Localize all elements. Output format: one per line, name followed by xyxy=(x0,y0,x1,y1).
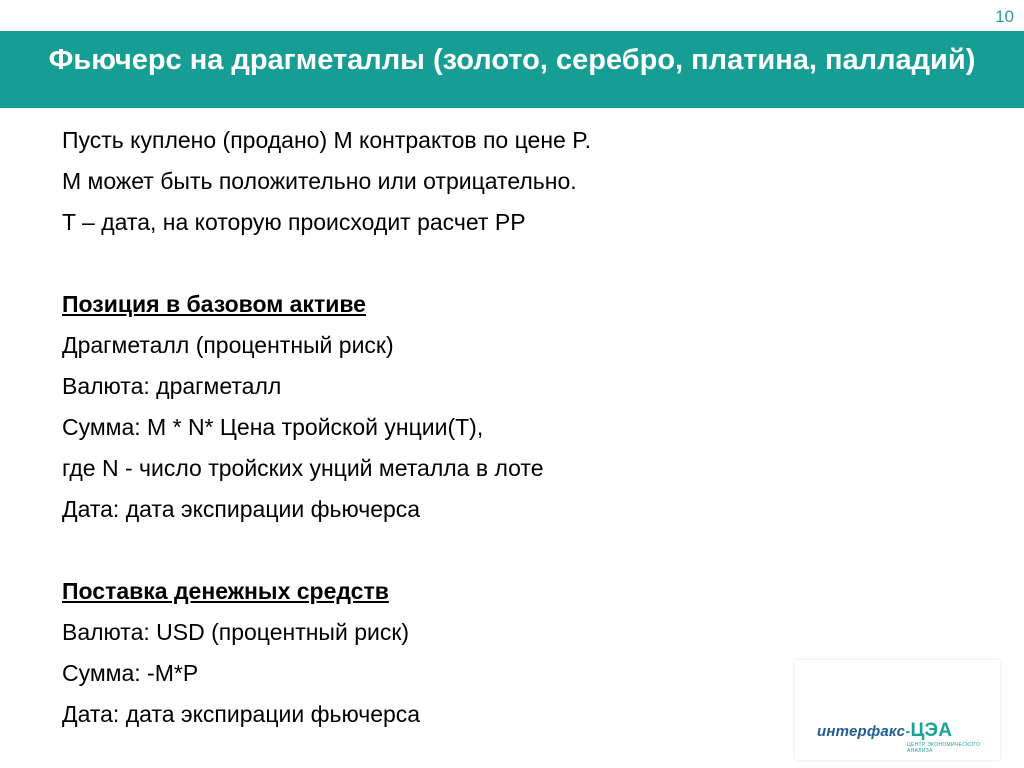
spacer xyxy=(62,530,962,571)
base-asset-line-4: где N - число тройских унций металла в лоте xyxy=(62,455,544,481)
intro-line-3: T – дата, на которую происходит расчет PP xyxy=(62,209,526,235)
base-asset-line-3: Сумма: M * N* Цена тройской унции(T), xyxy=(62,414,484,440)
logo-part-interfax: интерфакс xyxy=(817,723,906,740)
logo-box xyxy=(795,660,1000,760)
base-asset-line-2: Валюта: драгметалл xyxy=(62,373,282,399)
logo-dash: - xyxy=(905,723,911,740)
slide-content xyxy=(62,120,962,735)
title-bar xyxy=(0,31,1024,108)
base-asset-heading: Позиция в базовом активе xyxy=(62,291,366,317)
spacer xyxy=(62,243,962,284)
cash-delivery-line-1: Валюта: USD (процентный риск) xyxy=(62,619,410,645)
base-asset-line-5: Дата: дата экспирации фьючерса xyxy=(62,496,421,522)
interfax-logo xyxy=(817,720,952,742)
logo-subtitle: ЦЕНТР ЭКОНОМИЧЕСКОГО АНАЛИЗА xyxy=(907,742,981,754)
slide-title: Фьючерс на драгметаллы (золото, серебро, платина, палладий) xyxy=(48,44,976,76)
cash-delivery-line-3: Дата: дата экспирации фьючерса xyxy=(62,701,421,727)
cash-delivery-heading: Поставка денежных средств xyxy=(62,578,389,604)
base-asset-line-1: Драгметалл (процентный риск) xyxy=(62,332,394,358)
intro-line-2: M может быть положительно или отрицательно. xyxy=(62,168,577,194)
intro-line-1: Пусть куплено (продано) M контрактов по цене P. xyxy=(62,127,591,153)
page-number: 10 xyxy=(995,7,1014,26)
logo-part-tsea: ЦЭА xyxy=(910,720,953,741)
cash-delivery-line-2: Сумма: -M*P xyxy=(62,660,199,686)
